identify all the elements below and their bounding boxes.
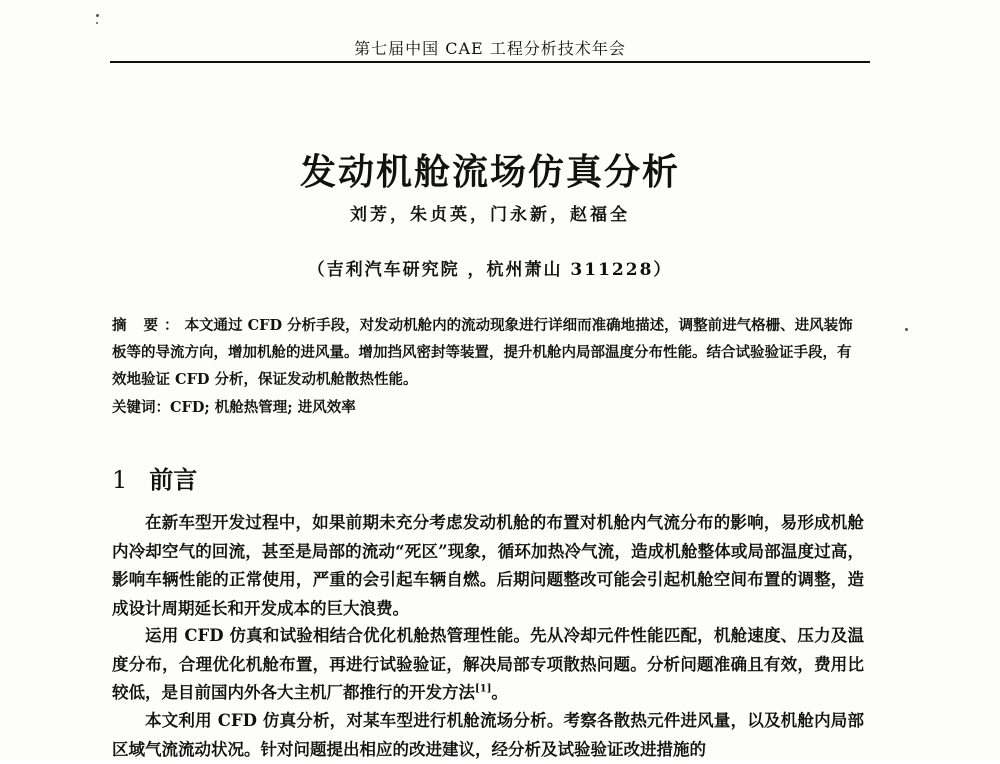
scan-speck <box>905 328 908 331</box>
abstract-label: 摘 要： <box>112 317 185 334</box>
header-rule <box>110 61 870 63</box>
affiliation: （吉利汽车研究院 ，杭州萧山 311228） <box>307 260 673 280</box>
paragraph-end: 。 <box>491 683 508 702</box>
running-header: 第七届中国 CAE 工程分析技术年会 <box>354 39 626 58</box>
paper-title: 发动机舱流场仿真分析 <box>299 151 680 194</box>
scan-speck <box>96 14 99 17</box>
scan-speck <box>96 22 98 24</box>
section-heading <box>112 460 197 495</box>
citation-reference[interactable]: [1] <box>475 683 492 695</box>
keywords-label: 关键词： <box>112 399 170 416</box>
keywords-text: CFD; 机舱热管理; 进风效率 <box>170 399 356 416</box>
body-paragraph <box>112 622 864 708</box>
body-paragraph: 在新车型开发过程中，如果前期未充分考虑发动机舱的布置对机舱内气流分布的影响，易形成机舱内冷却空气的回流，甚至是局部的流动“死区”现象，循环加热冷气流，造成机舱整体或局部温度过高，影响车辆性能的正常使用，严重的会引起车辆自燃。后期问题整改可能会引起机舱空间布置的调整，造成设计周期延长和开发成本的巨大浪费。 <box>112 513 864 618</box>
body-paragraph: 本文利用 CFD 仿真分析，对某车型进行机舱流场分析。考察各散热元件进风量，以及机舱内局部区域气流流动状况。针对问题提出相应的改进建议，经分析及试验验证改进措施的 <box>112 711 864 759</box>
paragraph-text: 运用 CFD 仿真和试验相结合优化机舱热管理性能。先从冷却元件性能匹配，机舱速度、压力及温度分布，合理优化机舱布置，再进行试验验证，解决局部专项散热问题。分析问题准确且有效，费用比较低，是目前国内外各大主机厂都推行的开发方法 <box>112 626 864 702</box>
section-number: 1 <box>112 466 128 494</box>
keywords <box>112 394 864 421</box>
abstract <box>112 312 864 393</box>
author-list: 刘芳，朱贞英，门永新，赵福全 <box>350 205 630 225</box>
abstract-text: 本文通过 CFD 分析手段，对发动机舱内的流动现象进行详细而准确地描述，调整前进气格栅、进风装饰板等的导流方向，增加机舱的进风量。增加挡风密封等装置，提升机舱内局部温度分布性能。结合试验验证手段，有效地验证 CFD 分析，保证发动机舱散热性能。 <box>112 317 853 388</box>
section-title: 前言 <box>149 465 198 494</box>
